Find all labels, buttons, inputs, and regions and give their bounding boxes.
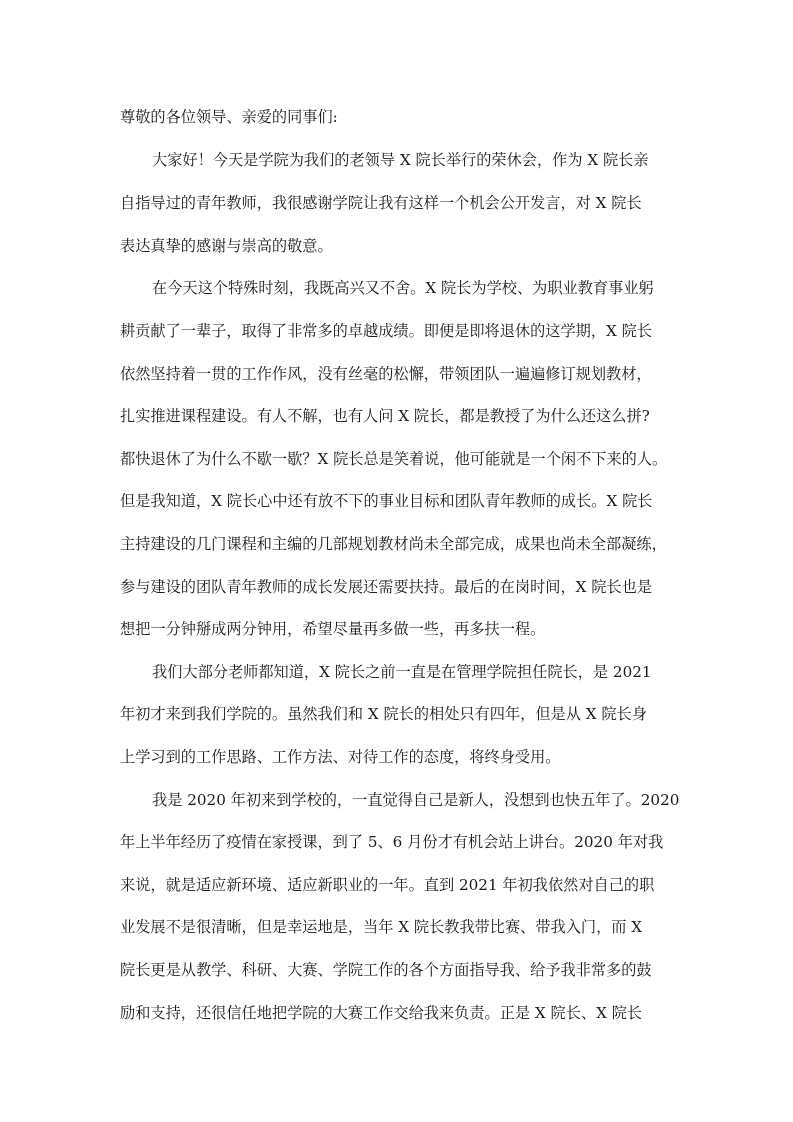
- paragraph-2-line-7: 主持建设的几门课程和主编的几部规划教材尚未全部完成，成果也尚未全部凝练，: [120, 535, 667, 553]
- paragraph-1-line-3: 表达真挚的感谢与崇高的敬意。: [120, 237, 333, 255]
- paragraph-1-line-1: 大家好！今天是学院为我们的老领导 X 院长举行的荣休会，作为 X 院长亲: [152, 151, 649, 169]
- paragraph-2-line-6: 但是我知道，X 院长心中还有放不下的事业目标和团队青年教师的成长。X 院长: [120, 492, 653, 510]
- paragraph-2-line-9: 想把一分钟掰成两分钟用，希望尽量再多做一些，再多扶一程。: [120, 620, 546, 638]
- paragraph-2-line-5: 都快退休了为什么不歇一歇？X 院长总是笑着说，他可能就是一个闲不下来的人。: [120, 450, 668, 468]
- paragraph-3-line-2: 年初才来到我们学院的。虽然我们和 X 院长的相处只有四年，但是从 X 院长身: [120, 705, 647, 723]
- paragraph-2-line-3: 依然坚持着一贯的工作作风，没有丝毫的松懈，带领团队一遍遍修订规划教材，: [120, 365, 652, 383]
- paragraph-4-line-1: 我是 2020 年初来到学校的，一直觉得自己是新人，没想到也快五年了。2020: [152, 791, 680, 809]
- paragraph-4-line-4: 业发展不是很清晰，但是幸运地是，当年 X 院长教我带比赛、带我入门，而 X: [120, 918, 643, 936]
- paragraph-4-line-5: 院长更是从教学、科研、大赛、学院工作的各个方面指导我、给予我非常多的鼓: [120, 961, 652, 979]
- paragraph-2-line-4: 扎实推进课程建设。有人不解，也有人问 X 院长，都是教授了为什么还这么拼?: [120, 407, 650, 425]
- paragraph-2-line-1: 在今天这个特殊时刻，我既高兴又不舍。X 院长为学校、为职业教育事业躬: [152, 279, 654, 297]
- paragraph-4-line-6: 励和支持，还很信任地把学院的大赛工作交给我来负责。正是 X 院长、X 院长: [120, 1004, 643, 1022]
- paragraph-4-line-2: 年上半年经历了疫情在家授课，到了 5、6 月份才有机会站上讲台。2020 年对我: [120, 833, 664, 851]
- paragraph-1-line-2: 自指导过的青年教师，我很感谢学院让我有这样一个机会公开发言，对 X 院长: [120, 194, 642, 212]
- paragraph-3-line-3: 上学习到的工作思路、工作方法、对待工作的态度，将终身受用。: [120, 748, 561, 766]
- salutation: 尊敬的各位领导、亲爱的同事们:: [120, 108, 338, 126]
- paragraph-2-line-8: 参与建设的团队青年教师的成长发展还需要扶持。最后的在岗时间，X 院长也是: [120, 578, 653, 596]
- paragraph-3-line-1: 我们大部分老师都知道，X 院长之前一直是在管理学院担任院长，是 2021: [152, 663, 652, 681]
- paragraph-2-line-2: 耕贡献了一辈子，取得了非常多的卓越成绩。即便是即将退休的这学期，X 院长: [120, 322, 653, 340]
- paragraph-4-line-3: 来说，就是适应新环境、适应新职业的一年。直到 2021 年初我依然对自己的职: [120, 876, 655, 894]
